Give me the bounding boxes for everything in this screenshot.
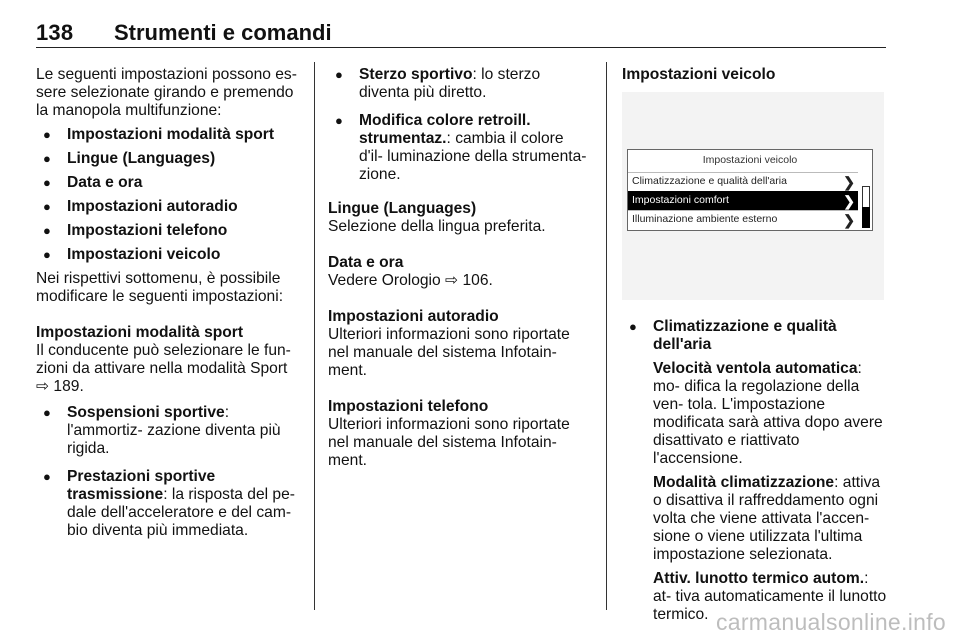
vehicle-settings-heading: Impostazioni veicolo <box>622 66 776 83</box>
climate-subitem: Attiv. lunotto termico autom.: at- tiva automaticamente il lunotto termico. <box>653 570 887 623</box>
list-item: ● Prestazioni sportive trasmissione: la risposta del pe- dale dell'acceleratore e del cam- bio diventa più immediata. <box>36 468 298 540</box>
sport-mode-list <box>36 404 298 540</box>
list-item: ● Impostazioni modalità sport <box>36 126 298 144</box>
sport-mode-list-continued <box>328 66 590 184</box>
column-middle <box>328 66 590 488</box>
climate-subitem: Modalità climatizzazione: attiva o disattiva il raffreddamento ogni volta che viene attivata l'accen- sione o viene utilizzata l'ultima impostazione selezionata. <box>653 474 881 563</box>
vehicle-settings-menu <box>627 149 873 231</box>
list-item: ● Data e ora <box>36 174 298 192</box>
page-reference: 189. <box>53 378 84 395</box>
language-paragraph: Selezione della lingua preferita. <box>328 218 546 235</box>
list-item: ● Sospensioni sportive: l'ammortiz- zazione diventa più rigida. <box>36 404 298 458</box>
menu-title: Impostazioni veicolo <box>702 154 798 166</box>
list-item: ● Climatizzazione e qualità dell'aria Velocità ventola automatica: mo- difica la regolazione della ven- tola. L'impostazione modificata sarà attiva dopo avere disattivato e riattivato l'accensione. Modalità climatizzazione: attiva o disattiva il raffreddamento ogni volta che viene attivata l'accen- sione o viene utilizzata l'ultima impostazione selezionata. Attiv. lunotto termico autom.: at- tiva automaticamente il lunotto termico. <box>622 318 890 624</box>
language-heading: Lingue (Languages) <box>328 200 477 217</box>
language-section <box>328 200 590 236</box>
menu-item-climate[interactable]: Climatizzazione e qualità dell'aria ❯ <box>628 172 858 191</box>
date-time-section <box>328 254 590 290</box>
date-time-heading: Data e ora <box>328 254 404 271</box>
list-item: ● Impostazioni autoradio <box>36 198 298 216</box>
page-reference: 106. <box>462 272 493 289</box>
column-divider-2 <box>606 62 607 610</box>
submenu-paragraph: Nei rispettivi sottomenu, è possibile modificare le seguenti impostazioni: <box>36 270 284 305</box>
chevron-right-icon: ❯ <box>843 174 855 190</box>
climate-subitem: Velocità ventola automatica: mo- difica la regolazione della ven- tola. L'impostazione modificata sarà attiva dopo avere disattivato e riattivato l'accensione. <box>653 360 883 467</box>
column-right <box>622 66 890 624</box>
display-screenshot <box>622 92 884 300</box>
list-item: ● Impostazioni telefono <box>36 222 298 240</box>
column-divider-1 <box>314 62 315 610</box>
radio-heading: Impostazioni autoradio <box>328 308 499 325</box>
list-item: ● Impostazioni veicolo <box>36 246 298 264</box>
menu-scrollbar-thumb[interactable] <box>862 207 870 228</box>
menu-item-exterior-lighting[interactable]: Illuminazione ambiente esterno ❯ <box>628 210 858 229</box>
intro-paragraph: Le seguenti impostazioni possono es- sere selezionate girando e premendo la manopola multifunzione: <box>36 66 297 119</box>
column-left <box>36 66 298 550</box>
phone-section <box>328 398 590 470</box>
watermark: carmanualsonline.info <box>715 609 946 635</box>
chapter-title: Strumenti e comandi <box>114 20 332 45</box>
page-header <box>36 20 886 48</box>
list-item: ● Sterzo sportivo: lo sterzo diventa più diretto. <box>328 66 590 102</box>
settings-menu-list <box>36 126 298 264</box>
list-item: ● Modifica colore retroill. strumentaz.: cambia il colore d'il- luminazione della strumenta- zione. <box>328 112 590 184</box>
radio-section <box>328 308 590 380</box>
chevron-right-icon: ❯ <box>843 212 855 228</box>
list-item: ● Lingue (Languages) <box>36 150 298 168</box>
menu-item-comfort[interactable]: Impostazioni comfort ❯ <box>628 191 858 210</box>
sport-mode-paragraph: Il conducente può selezionare le fun- zioni da attivare nella modalità Sport ⇨ 189. <box>36 342 291 395</box>
phone-heading: Impostazioni telefono <box>328 398 489 415</box>
sport-mode-heading: Impostazioni modalità sport <box>36 324 244 341</box>
page-reference-arrow-icon: ⇨ <box>445 272 459 289</box>
vehicle-settings-list <box>622 318 890 624</box>
chevron-right-icon: ❯ <box>843 193 855 209</box>
radio-paragraph: Ulteriori informazioni sono riportate nel manuale del sistema Infotain- ment. <box>328 326 570 379</box>
date-time-paragraph: Vedere Orologio ⇨ 106. <box>328 272 493 289</box>
page-reference-arrow-icon: ⇨ <box>36 378 50 395</box>
page-number: 138 <box>36 20 74 45</box>
phone-paragraph: Ulteriori informazioni sono riportate nel manuale del sistema Infotain- ment. <box>328 416 570 469</box>
